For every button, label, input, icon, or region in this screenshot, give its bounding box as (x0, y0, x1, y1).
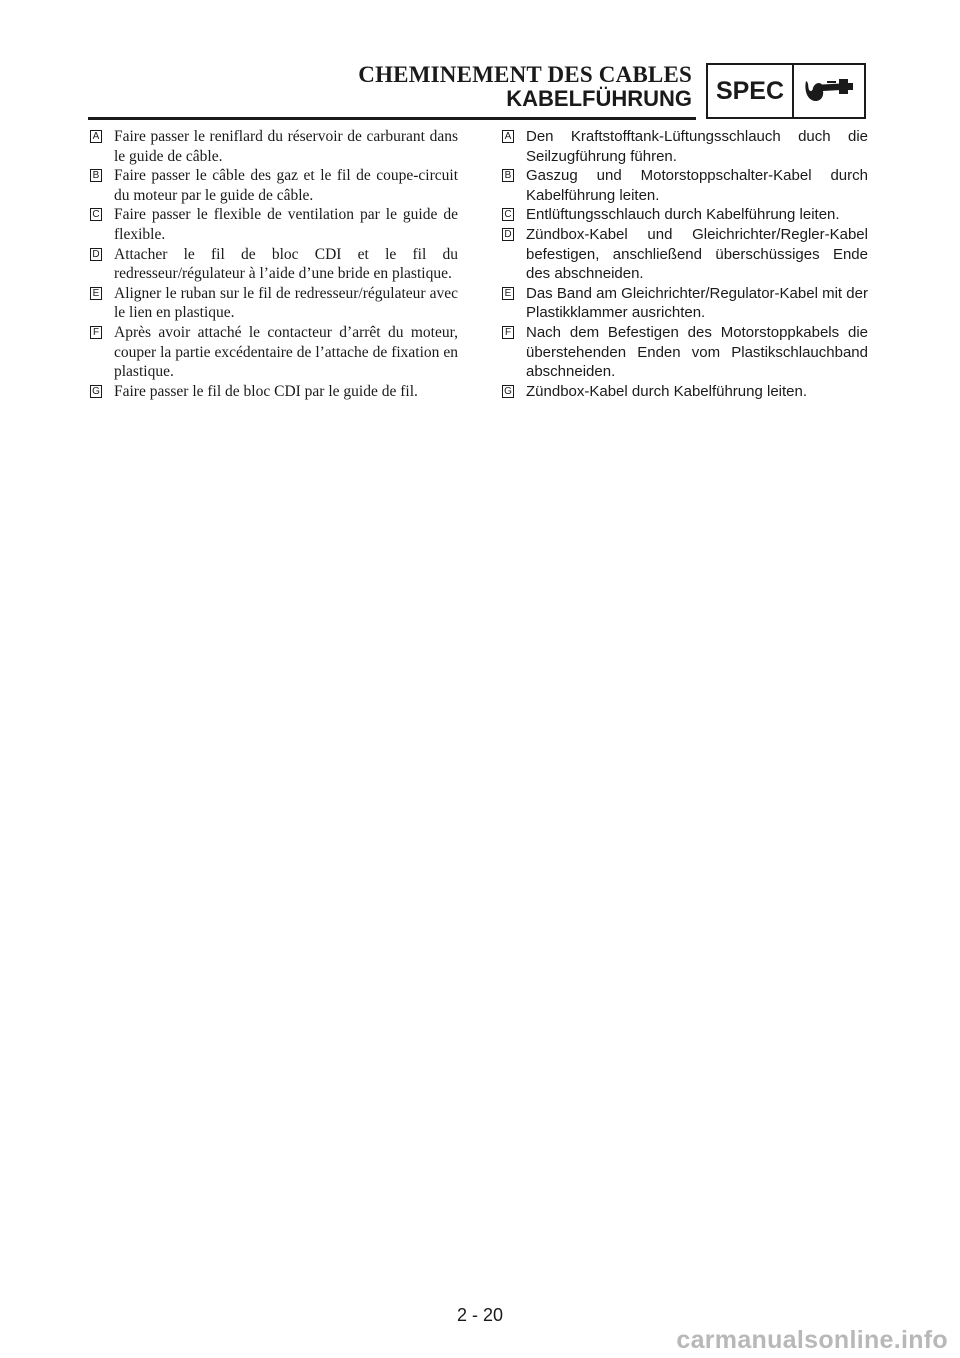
list-item (90, 245, 458, 284)
item-text: Den Kraftstofftank-Lüftungsschlauch duch die Seilzugführung führen. (526, 128, 868, 165)
list-item (502, 127, 868, 166)
watermark: carmanualsonline.info (676, 1326, 948, 1354)
list-item (90, 166, 458, 205)
item-text: Faire passer le reniflard du réservoir de carburant dans le guide de câble. (114, 128, 458, 165)
item-text: Attacher le fil de bloc CDI et le fil du redresseur/régulateur à l’aide d’une bride en plastique. (114, 245, 458, 283)
item-marker: D (502, 228, 514, 241)
list-item (90, 323, 458, 382)
item-text: Aligner le ruban sur le fil de redresseur/régulateur avec le lien en plastique. (114, 284, 458, 322)
item-marker: G (90, 385, 102, 398)
wrench-icon (794, 65, 864, 117)
item-marker: C (90, 208, 102, 221)
item-text: Faire passer le câble des gaz et le fil de coupe-circuit du moteur par le guide de câble. (114, 167, 458, 204)
item-marker: E (90, 287, 102, 300)
item-marker: D (90, 248, 102, 261)
item-text: Zündbox-Kabel durch Kabelführung leiten. (526, 382, 808, 400)
list-item (90, 284, 458, 323)
list-item (502, 166, 868, 205)
item-text: Nach dem Befestigen des Motorstoppkabels die überstehenden Enden vom Plastikschlauchband abschneiden. (526, 323, 868, 381)
header-title-de: KABELFÜHRUNG (506, 86, 692, 111)
list-item (502, 284, 868, 323)
french-column (90, 127, 458, 401)
item-marker: F (502, 326, 514, 339)
list-item (502, 382, 868, 402)
item-marker: B (502, 169, 514, 182)
list-item (502, 225, 868, 284)
item-marker: A (90, 130, 102, 143)
header-title-fr: CHEMINEMENT DES CABLES (358, 62, 692, 87)
spec-label: SPEC (708, 65, 794, 117)
item-text: Zündbox-Kabel und Gleichrichter/Regler-Kabel befestigen, anschließend überschüssiges Ende des abschneiden. (526, 225, 868, 283)
list-item (90, 127, 458, 166)
item-text: Das Band am Gleichrichter/Regulator-Kabel mit der Plastikklammer ausrichten. (526, 284, 868, 322)
item-text: Gaszug und Motorstoppschalter-Kabel durch Kabelführung leiten. (526, 167, 868, 204)
header-rule (88, 117, 696, 120)
item-text: Faire passer le fil de bloc CDI par le guide de fil. (114, 382, 418, 400)
item-marker: F (90, 326, 102, 339)
item-marker: B (90, 169, 102, 182)
list-item (90, 382, 458, 402)
item-text: Faire passer le flexible de ventilation par le guide de flexible. (114, 206, 458, 243)
item-marker: E (502, 287, 514, 300)
item-text: Après avoir attaché le contacteur d’arrêt du moteur, couper la partie excédentaire de l’attache de fixation en plastique. (114, 323, 458, 381)
list-item (502, 205, 868, 225)
item-marker: C (502, 208, 514, 221)
item-marker: G (502, 385, 514, 398)
list-item (90, 205, 458, 244)
list-item (502, 323, 868, 382)
german-column (502, 127, 868, 401)
item-marker: A (502, 130, 514, 143)
page-number: 2 - 20 (456, 1305, 504, 1325)
spec-badge (706, 63, 866, 119)
item-text: Entlüftungsschlauch durch Kabelführung leiten. (526, 206, 840, 224)
